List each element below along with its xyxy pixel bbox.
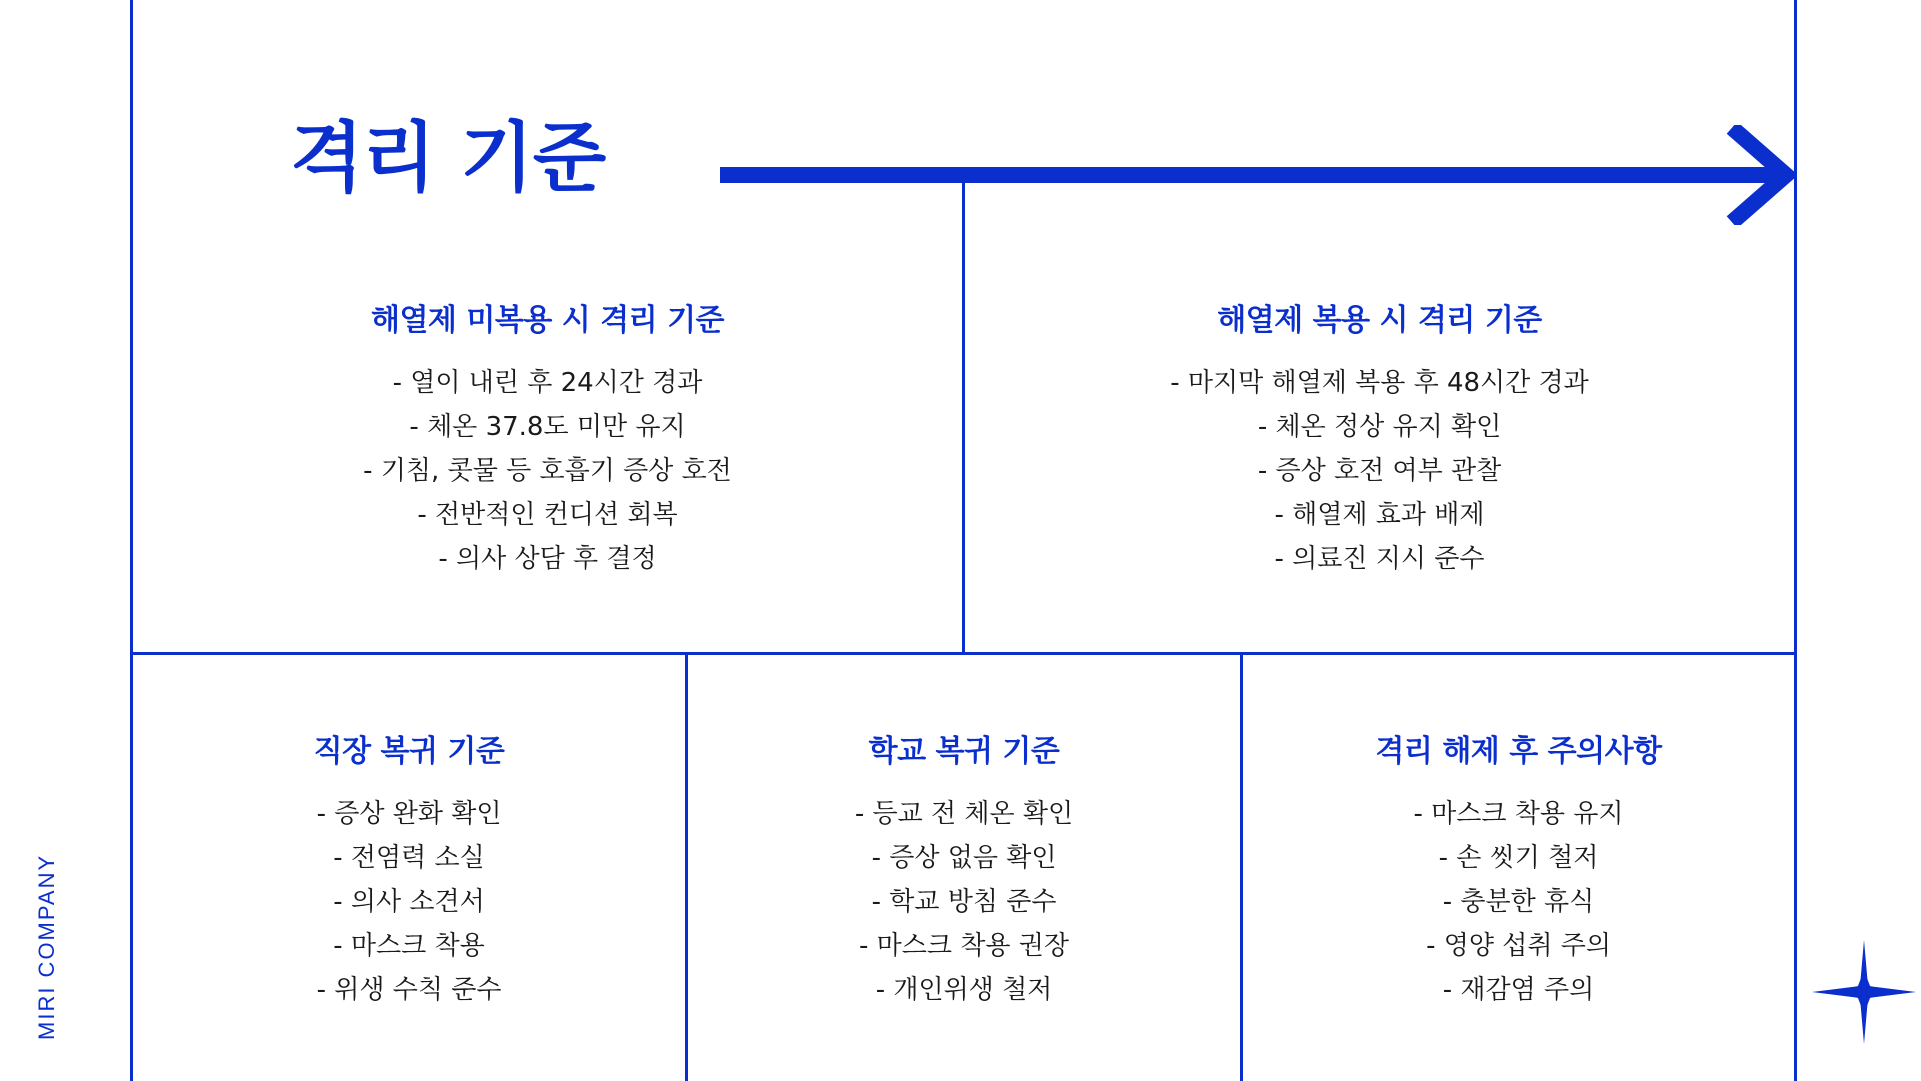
- list-item: - 마스크 착용: [333, 931, 485, 961]
- list-item: - 영양 섭취 주의: [1426, 931, 1611, 961]
- section-heading: 격리 해제 후 주의사항: [1375, 734, 1662, 769]
- section-post-release: [1243, 726, 1794, 1012]
- section-heading: 해열제 복용 시 격리 기준: [1217, 303, 1542, 338]
- list-item: - 위생 수칙 준수: [316, 975, 502, 1005]
- arrow-right-icon: [720, 125, 1796, 225]
- criteria-list: [1243, 792, 1794, 1012]
- list-item: - 전반적인 컨디션 회복: [417, 500, 678, 530]
- section-with-antipyretic: [965, 295, 1794, 581]
- list-item: - 의사 상담 후 결정: [438, 544, 657, 574]
- divider-horizontal: [130, 652, 1797, 655]
- criteria-list: [133, 361, 962, 581]
- list-item: - 마지막 해열제 복용 후 48시간 경과: [1170, 368, 1589, 398]
- criteria-list: [688, 792, 1240, 1012]
- section-heading: 직장 복귀 기준: [313, 734, 505, 769]
- list-item: - 개인위생 철저: [875, 975, 1053, 1005]
- section-work-return: [133, 726, 685, 1012]
- list-item: - 등교 전 체온 확인: [854, 799, 1074, 829]
- section-heading: 해열제 미복용 시 격리 기준: [370, 303, 725, 338]
- list-item: - 전염력 소실: [333, 843, 485, 873]
- list-item: - 열이 내린 후 24시간 경과: [392, 368, 703, 398]
- section-heading: 학교 복귀 기준: [868, 734, 1060, 769]
- sparkle-star-icon: [1812, 940, 1916, 1044]
- list-item: - 재감염 주의: [1442, 975, 1595, 1005]
- brand-label: MIRI COMPANY: [34, 853, 59, 1040]
- list-item: - 의료진 지시 준수: [1274, 544, 1485, 574]
- list-item: - 체온 37.8도 미만 유지: [409, 412, 686, 442]
- list-item: - 의사 소견서: [333, 887, 485, 917]
- list-item: - 기침, 콧물 등 호흡기 증상 호전: [363, 456, 732, 486]
- list-item: - 충분한 휴식: [1442, 887, 1595, 917]
- list-item: - 증상 없음 확인: [871, 843, 1057, 873]
- list-item: - 증상 호전 여부 관찰: [1257, 456, 1502, 486]
- page-title: 격리 기준: [290, 113, 606, 202]
- criteria-list: [965, 361, 1794, 581]
- list-item: - 마스크 착용 권장: [859, 931, 1069, 961]
- section-school-return: [688, 726, 1240, 1012]
- section-no-antipyretic: [133, 295, 962, 581]
- list-item: - 체온 정상 유지 확인: [1257, 412, 1502, 442]
- list-item: - 학교 방침 준수: [871, 887, 1057, 917]
- criteria-list: [133, 792, 685, 1012]
- list-item: - 해열제 효과 배제: [1274, 500, 1485, 530]
- list-item: - 손 씻기 철저: [1438, 843, 1599, 873]
- list-item: - 마스크 착용 유지: [1413, 799, 1624, 829]
- list-item: - 증상 완화 확인: [316, 799, 502, 829]
